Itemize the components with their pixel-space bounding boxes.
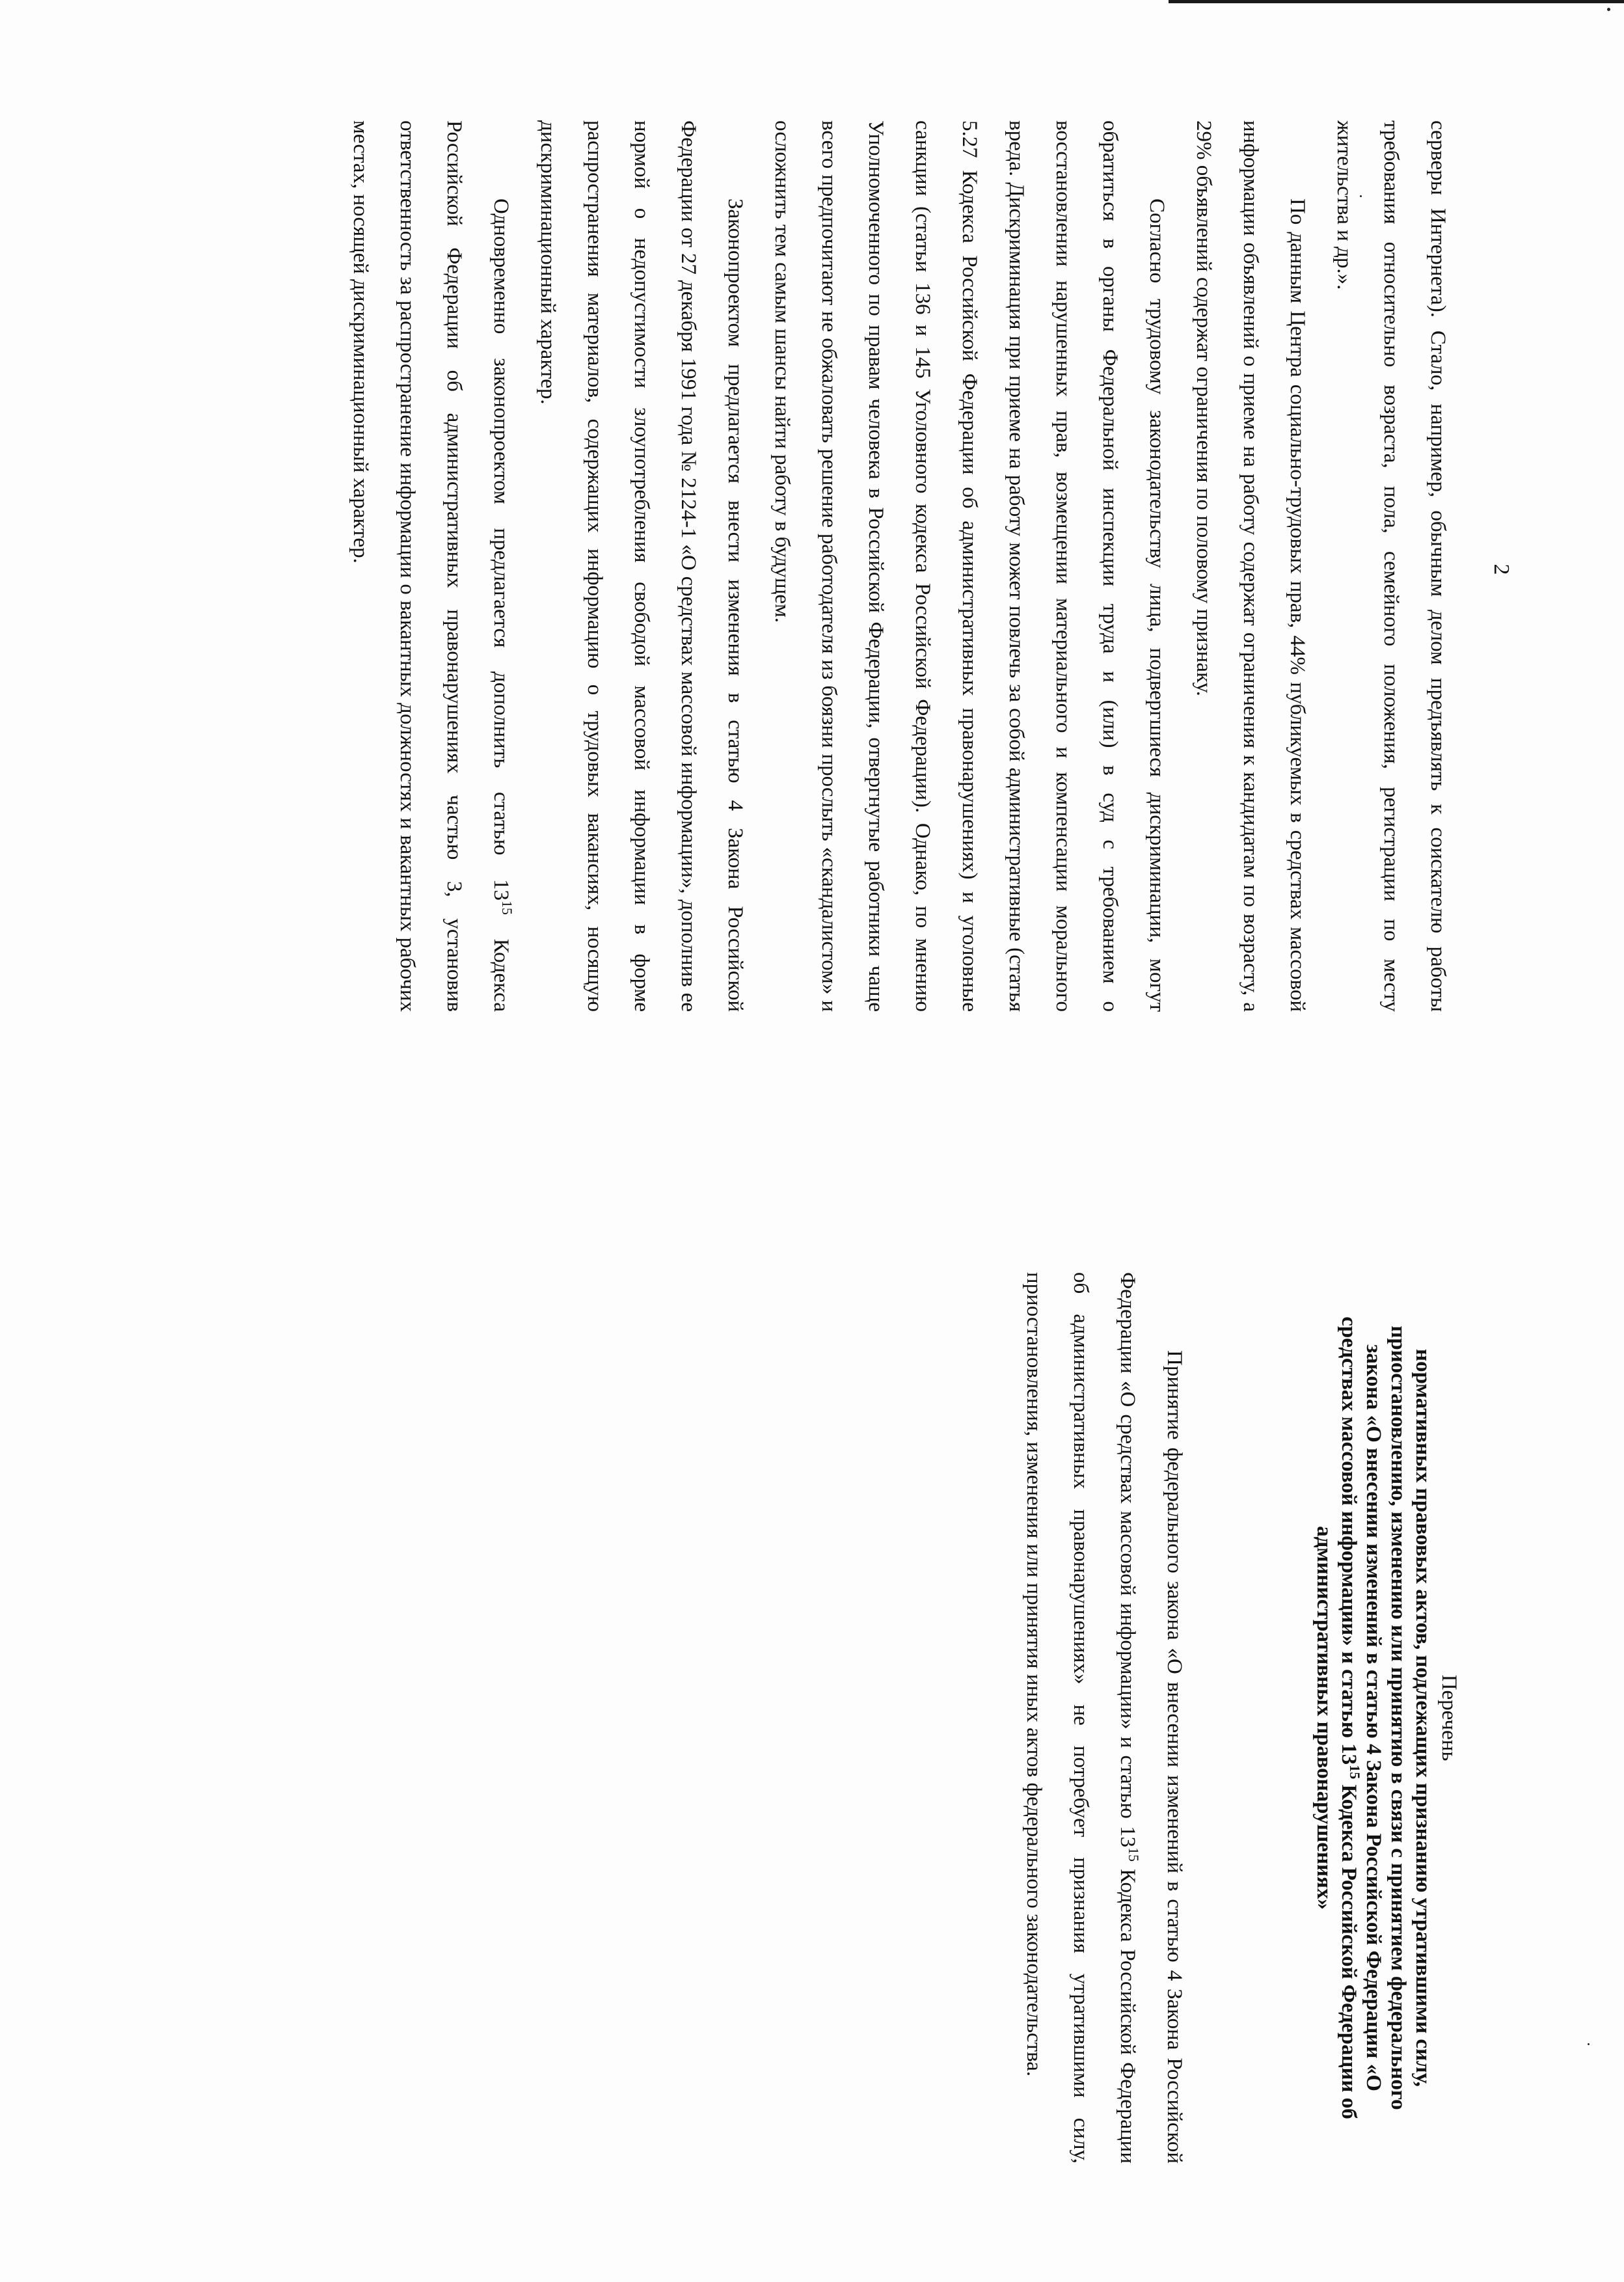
list-body-end: Кодекса Российской Федерации об административных правонарушениях» не потребует признания утратившими силу, приостановления, изменения или принятия иных актов федерального законодательства.: [1022, 1272, 1139, 2164]
paragraph-labor-law: Согласно трудовому законодательству лица, подвергшиеся дискриминации, могут обратиться в органы Федеральной инспекции труда и (или) в суд с требованием о восстановлении нарушенных прав, возмещении материального и компенсации морального вреда. Дискриминация при приеме на работу может повлечь за собой административные (статья 5.27 Кодекса Российской Федерации об административных правонарушениях) и уголовные санкции (статьи 136 и 145 Уголовного кодекса Российской Федерации). Однако, по мнению Уполномоченного по правам человека в Российской Федерации, отвергнутые работники чаще всего предпочитают не обжаловать решение работодателя из боязни прослыть «скандалистом» и осложнить тем самым шансы найти работу в будущем.: [770, 120, 1169, 1012]
article-superscript: 15: [499, 901, 515, 916]
list-title: Перечень: [1437, 1674, 1461, 1761]
page-number: 2: [1489, 564, 1513, 575]
paragraph-bill-proposal: Законопроектом предлагается внести изменения в статью 4 Закона Российской Федерации от 27 декабря 1991 года № 2124-1 «О средствах массовой информации», дополнив ее нормой о недопустимости злоупотребления свободой массовой информации в форме распространения материалов, содержащих информацию о трудовых вакансиях, носящую дискриминационный характер.: [536, 120, 747, 1012]
list-title-block: [1312, 1272, 1461, 2164]
explanatory-note-column: [337, 120, 1461, 1012]
paragraph-continuation: серверы Интернета). Стало, например, обычным делом предъявлять к соискателю работы требования относительно возраста, пола, семейного положения, регистрации по месту жительства и др.».: [1333, 120, 1450, 1012]
paragraph-statistics: По данным Центра социально-трудовых прав, 44% публикуемых в средствах массовой информации объявлений о приеме на работу содержат ограничения к кандидатам по возрасту, а 29% объявлений содержат ограничения по половому признаку.: [1192, 120, 1309, 1012]
paragraph-bill-addition-end: Кодекса Российской Федерации об административных правонарушениях частью 3, установив ответственность за распространение информации о вакантных должностях и вакантных рабочих местах, носящей дискриминационный характер.: [349, 120, 513, 1012]
paragraph-bill-addition: [337, 120, 524, 1012]
list-body-paragraph: [1010, 1272, 1198, 2164]
list-body-start: Принятие федерального закона «О внесении изменений в статью 4 Закона Российской Федерации «О средствах массовой информации» и статью 13: [1116, 1272, 1186, 2164]
article-superscript: 15: [1126, 1847, 1142, 1862]
paragraph-bill-addition-start: Одновременно законопроектом предлагается дополнить статью 13: [489, 198, 513, 901]
article-superscript: 15: [1347, 1765, 1363, 1780]
list-subtitle-start: нормативных правовых актов, подлежащих признанию утратившими силу, приостановлению, изменению или принятию в связи с принятием федерального закона «О внесении изменений в статью 4 Закона Российской Федерации «О средствах массовой информации» и статью 13: [1337, 1316, 1435, 2110]
acts-list-column: [1010, 1272, 1461, 2164]
list-subtitle-end: Кодекса Российской Федерации об административных правонарушениях»: [1312, 1526, 1360, 2119]
